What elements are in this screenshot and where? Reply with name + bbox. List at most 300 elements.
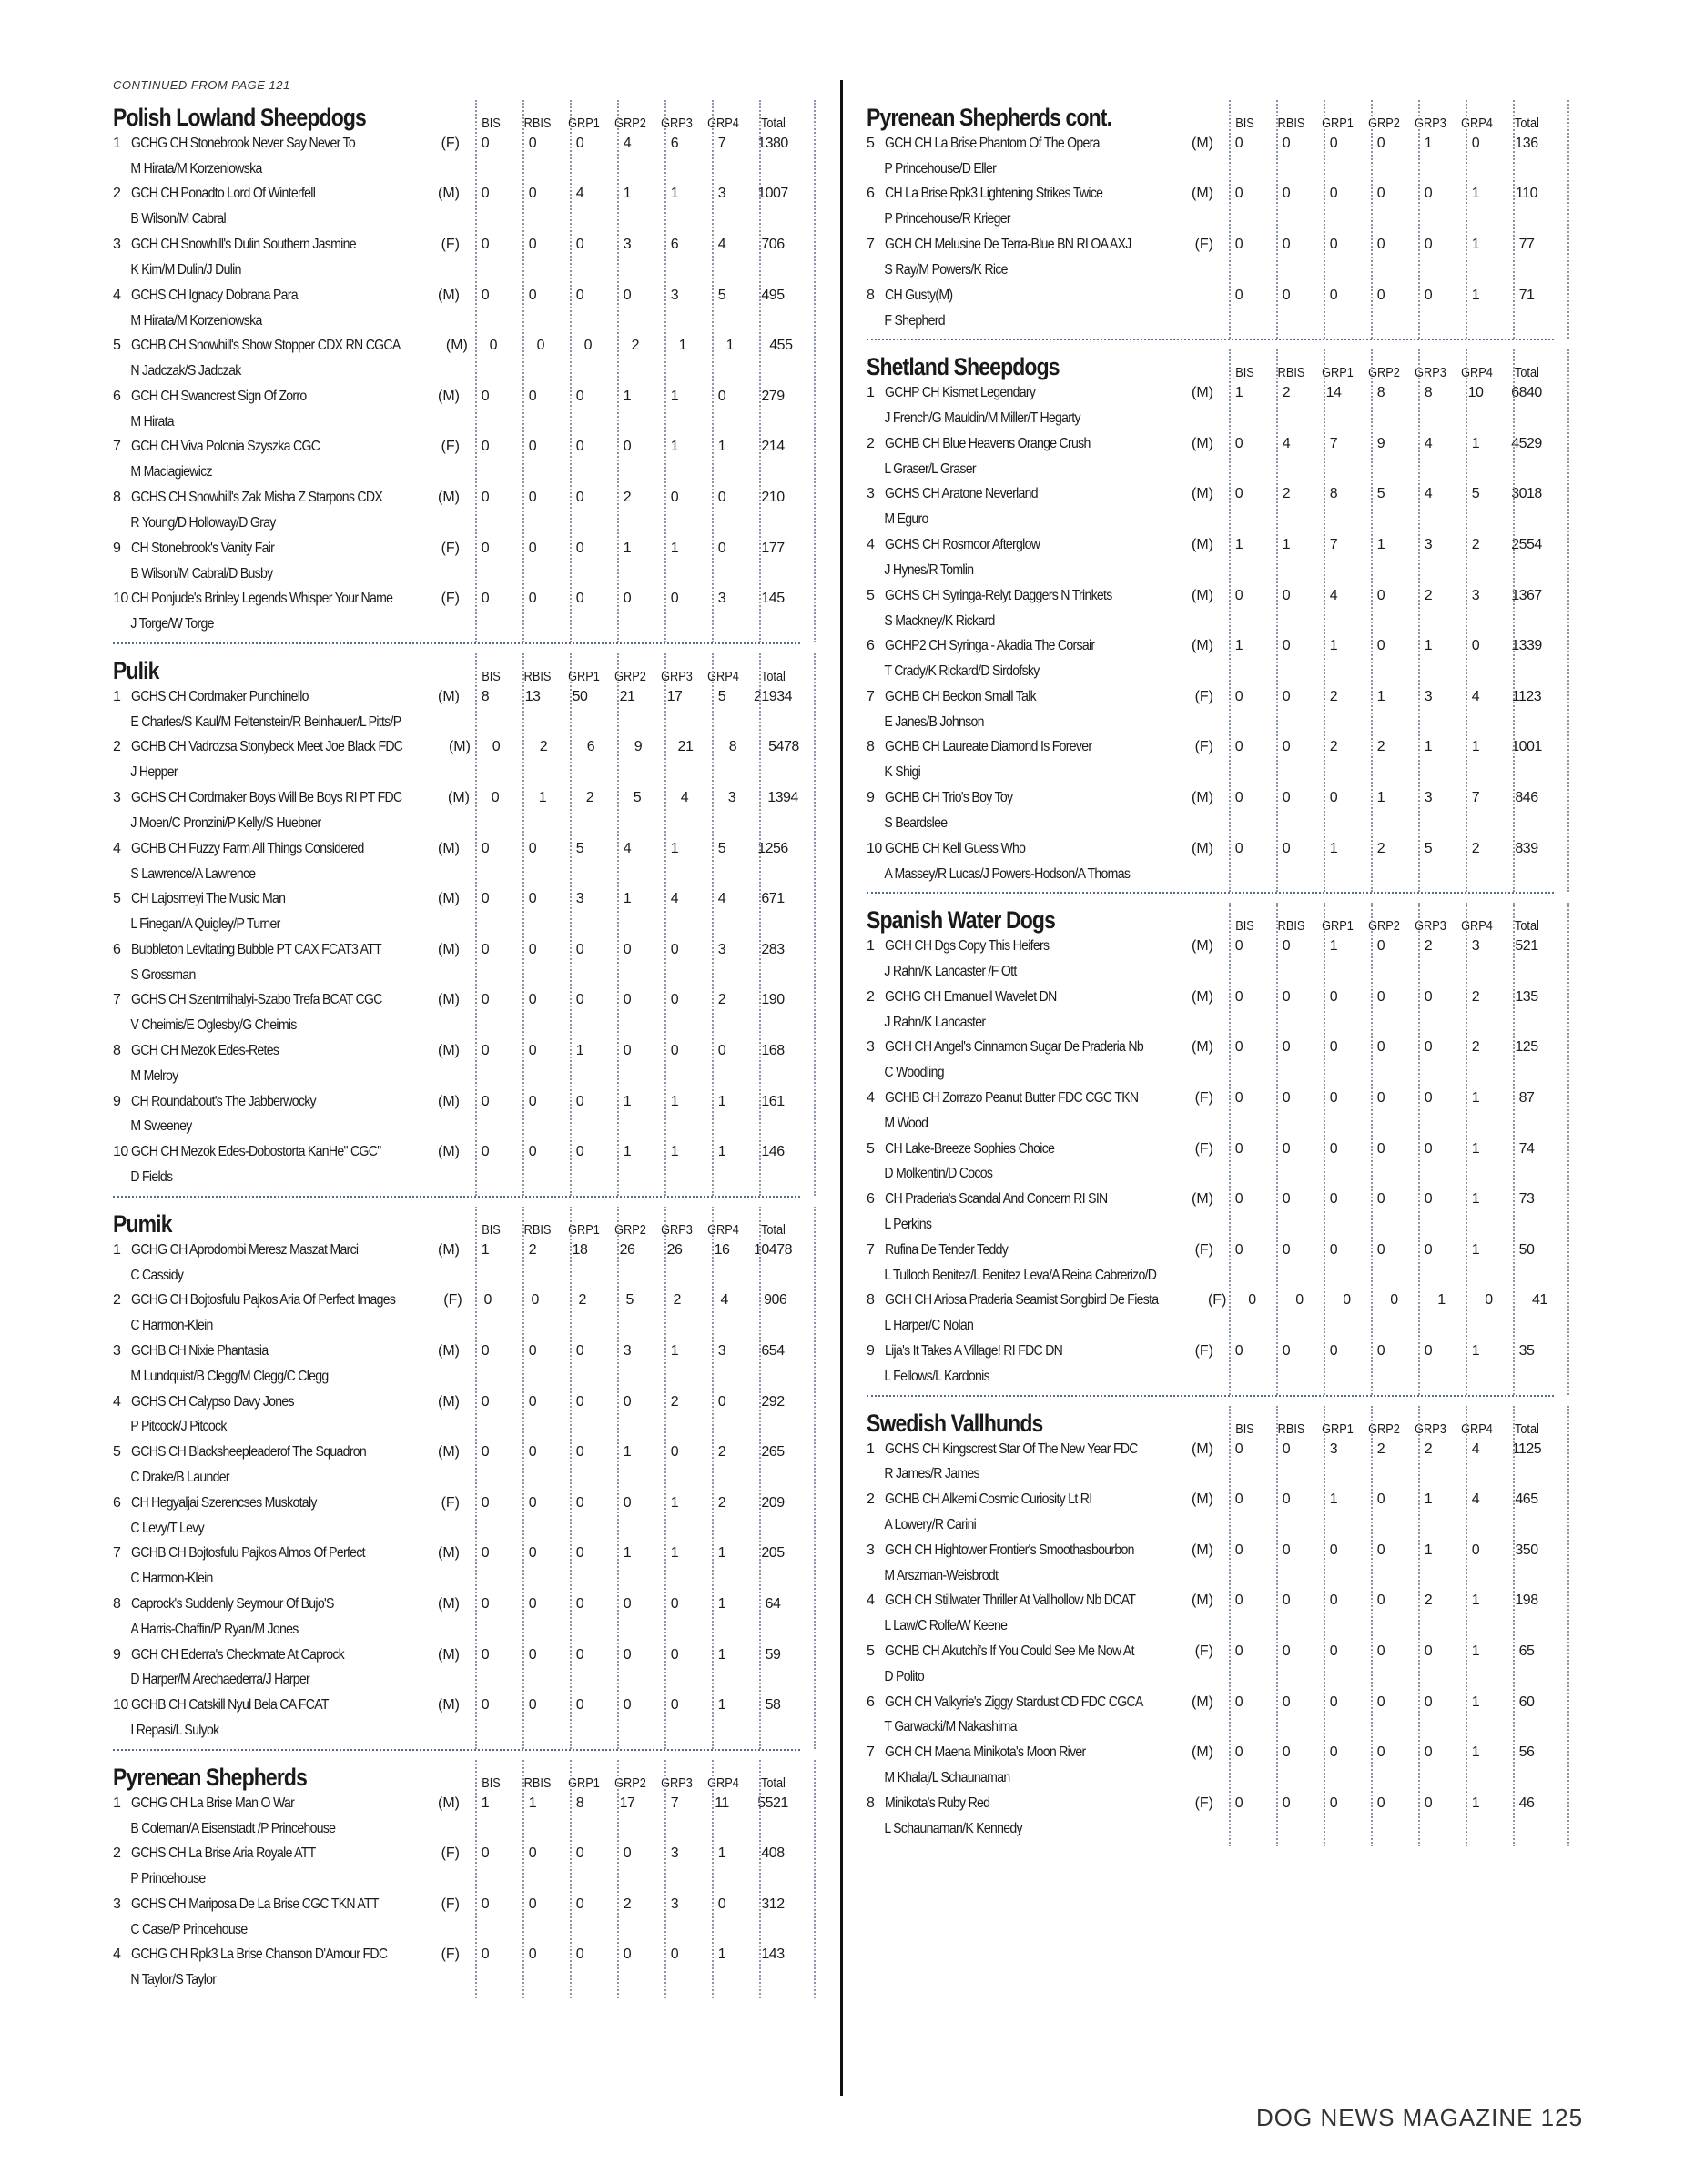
entry-info xyxy=(867,1086,1215,1137)
value-grp4: 7 xyxy=(717,135,726,151)
value-bis: 0 xyxy=(1234,988,1243,1005)
entry-name-line xyxy=(867,131,1215,157)
column-separator xyxy=(1371,1406,1373,1847)
value-total: 50 xyxy=(1518,1241,1535,1258)
column-header-total: Total xyxy=(761,668,786,684)
value-total: 10478 xyxy=(754,1241,792,1258)
value-grp1: 7 xyxy=(1329,537,1338,553)
column-header-grp1: GRP1 xyxy=(1322,365,1354,381)
value-rbis: 2 xyxy=(539,739,548,755)
rank-number: 4 xyxy=(867,1592,875,1609)
dog-sex: (F) xyxy=(441,1946,460,1963)
value-rbis: 0 xyxy=(1282,688,1291,704)
dog-name: GCHG CH Aprodombi Meresz Maszat Marci xyxy=(131,1241,359,1258)
value-total: 292 xyxy=(761,1393,785,1410)
value-grp4: 7 xyxy=(1471,790,1480,806)
entry-name-line xyxy=(113,182,462,207)
value-grp3: 1 xyxy=(678,338,687,354)
value-grp3: 1 xyxy=(1437,1292,1446,1309)
value-grp2: 0 xyxy=(1376,1491,1385,1508)
value-rbis: 0 xyxy=(528,1646,537,1663)
entry-name-line xyxy=(113,937,462,963)
column-header-bis: BIS xyxy=(1235,1421,1255,1437)
value-grp4: 1 xyxy=(717,1144,726,1160)
column-separator xyxy=(1418,903,1420,1394)
dog-name: GCHB CH Kell Guess Who xyxy=(885,840,1026,856)
entry-name-line xyxy=(113,1491,462,1516)
rank-number: 3 xyxy=(867,1039,875,1056)
dog-entry xyxy=(867,1487,1554,1538)
value-grp2: 0 xyxy=(623,1042,632,1058)
value-grp2: 0 xyxy=(623,941,632,957)
entry-info xyxy=(113,536,462,587)
owners-line: C Drake/B Launder xyxy=(130,1470,229,1486)
value-bis: 0 xyxy=(1234,287,1243,303)
dog-name: GCHB CH Bojtosfulu Pajkos Almos Of Perfect xyxy=(131,1545,365,1562)
value-total: 3018 xyxy=(1511,486,1542,502)
column-separator xyxy=(712,1207,714,1749)
owners-line: J Moen/C Pronzini/P Kelly/S Huebner xyxy=(130,814,321,831)
value-grp2: 0 xyxy=(623,1393,632,1410)
dog-sex: (M) xyxy=(1192,840,1213,856)
value-grp1: 0 xyxy=(1329,186,1338,202)
value-bis: 0 xyxy=(481,1595,490,1612)
value-grp2: 4 xyxy=(623,840,632,856)
value-bis: 0 xyxy=(1234,486,1243,502)
rank-number: 3 xyxy=(867,486,875,502)
dog-name: GCHB CH Catskill Nyul Bela CA FCAT xyxy=(131,1697,329,1714)
value-grp2: 0 xyxy=(1376,1542,1385,1558)
entry-info xyxy=(867,1588,1215,1639)
rank-number: 7 xyxy=(867,1744,875,1761)
entry-name-line xyxy=(867,532,1215,558)
entry-values xyxy=(1215,1791,1554,1816)
dog-entry xyxy=(867,1588,1554,1639)
entry-values xyxy=(1215,482,1554,508)
value-total: 312 xyxy=(761,1896,785,1912)
value-grp1: 0 xyxy=(1329,1191,1338,1208)
value-total: 1339 xyxy=(1511,638,1542,654)
value-grp4: 4 xyxy=(1471,688,1480,704)
entry-info xyxy=(867,785,1215,836)
entry-values xyxy=(462,1592,800,1617)
value-grp4: 10 xyxy=(1467,385,1484,401)
column-separator xyxy=(664,1760,666,1998)
dog-entry xyxy=(113,1841,800,1892)
dog-entry xyxy=(867,735,1554,786)
entry-values xyxy=(462,1943,800,1968)
value-bis: 0 xyxy=(1234,1491,1243,1508)
entry-values xyxy=(462,836,800,862)
value-total: 5478 xyxy=(768,739,799,755)
entry-info xyxy=(867,1791,1215,1842)
value-grp3: 17 xyxy=(666,688,683,704)
value-total: 706 xyxy=(761,237,785,253)
dog-name: GCHB CH Fuzzy Farm All Things Considered xyxy=(131,840,364,856)
entry-name-line xyxy=(867,232,1215,258)
value-grp1: 0 xyxy=(575,1545,584,1562)
dog-name: GCHG CH Bojtosfulu Pajkos Aria Of Perfect Images xyxy=(131,1292,396,1309)
entry-values xyxy=(1215,1639,1554,1664)
entry-name-line xyxy=(113,1541,462,1566)
dog-entry xyxy=(867,785,1554,836)
value-grp3: 0 xyxy=(1424,1191,1433,1208)
section-title: Polish Lowland Sheepdogs xyxy=(113,104,366,131)
value-total: 73 xyxy=(1518,1191,1535,1208)
value-bis: 0 xyxy=(481,186,490,202)
section-header xyxy=(113,653,800,684)
value-grp4: 2 xyxy=(717,992,726,1008)
rank-number: 4 xyxy=(113,840,121,856)
value-grp2: 5 xyxy=(1376,486,1385,502)
dog-entry xyxy=(113,131,800,182)
value-total: 145 xyxy=(761,591,785,607)
value-grp2: 0 xyxy=(1376,237,1385,253)
section-spanish-water-dogs xyxy=(867,903,1554,1396)
value-grp3: 1 xyxy=(670,1545,679,1562)
column-header-bis: BIS xyxy=(1235,365,1255,381)
value-grp1: 14 xyxy=(1325,385,1342,401)
entry-values xyxy=(1215,1487,1554,1512)
value-grp1: 0 xyxy=(1329,1592,1338,1609)
column-header-grp2: GRP2 xyxy=(614,668,647,684)
entry-values xyxy=(462,1841,800,1866)
owners-line: C Harmon-Klein xyxy=(130,1318,213,1334)
value-rbis: 0 xyxy=(1282,988,1291,1005)
value-rbis: 0 xyxy=(1282,1039,1291,1056)
rank-number: 3 xyxy=(113,237,121,253)
entry-name-line xyxy=(113,735,472,761)
dog-entry xyxy=(867,1238,1554,1289)
value-total: 1123 xyxy=(1511,688,1542,704)
dog-entry xyxy=(867,1639,1554,1690)
column-header-rbis: RBIS xyxy=(1277,1421,1305,1437)
value-grp4: 1 xyxy=(725,338,735,354)
entry-name-line xyxy=(867,1187,1215,1212)
value-bis: 0 xyxy=(481,237,490,253)
value-grp2: 0 xyxy=(623,1946,632,1963)
value-grp2: 21 xyxy=(619,688,635,704)
owners-line: J Rahn/K Lancaster xyxy=(884,1014,986,1030)
value-rbis: 0 xyxy=(528,1444,537,1461)
dog-sex: (F) xyxy=(441,1896,460,1912)
value-total: 125 xyxy=(1515,1039,1538,1056)
value-grp4: 1 xyxy=(1471,1592,1480,1609)
value-total: 21934 xyxy=(754,688,792,704)
value-grp2: 0 xyxy=(1376,1744,1385,1761)
entry-info xyxy=(867,283,1215,334)
entry-name-line xyxy=(867,735,1215,761)
dog-entry xyxy=(113,684,800,735)
value-grp1: 5 xyxy=(575,840,584,856)
dog-sex: (F) xyxy=(441,1494,460,1511)
entry-name-line xyxy=(113,836,462,862)
owners-line: M Eguro xyxy=(884,511,928,528)
value-bis: 0 xyxy=(1234,1542,1243,1558)
entry-values xyxy=(1215,684,1554,710)
value-bis: 8 xyxy=(481,688,490,704)
value-grp1: 0 xyxy=(1329,790,1338,806)
value-grp3: 0 xyxy=(1424,1342,1433,1359)
entry-info xyxy=(113,1038,462,1089)
dog-entry xyxy=(113,785,800,836)
owners-line: C Woodling xyxy=(884,1065,944,1081)
dog-sex: (M) xyxy=(438,992,460,1008)
value-total: 205 xyxy=(761,1545,785,1562)
value-bis: 0 xyxy=(481,891,490,907)
entry-name-line xyxy=(867,1588,1215,1613)
value-grp3: 0 xyxy=(1424,1694,1433,1710)
section-polish-lowland-sheepdogs xyxy=(113,100,800,644)
dog-sex: (F) xyxy=(1194,1140,1213,1157)
rank-number: 10 xyxy=(113,1697,128,1714)
owners-line: T Crady/K Rickard/D Sirdofsky xyxy=(884,663,1040,680)
value-bis: 0 xyxy=(1234,1140,1243,1157)
dog-entry xyxy=(113,384,800,435)
dog-entry xyxy=(113,1491,800,1542)
dog-sex: (M) xyxy=(448,739,471,755)
column-separator xyxy=(617,653,619,1196)
entry-name-line xyxy=(113,1841,462,1866)
value-grp1: 0 xyxy=(1329,1643,1338,1659)
dog-sex: (M) xyxy=(438,941,460,957)
dog-entry xyxy=(867,1137,1554,1188)
value-grp4: 1 xyxy=(717,1545,726,1562)
value-rbis: 0 xyxy=(528,490,537,506)
value-grp2: 0 xyxy=(1390,1292,1398,1309)
owners-line: M Arszman-Weisbrodt xyxy=(884,1567,999,1583)
section-pumik xyxy=(113,1207,800,1751)
value-grp1: 0 xyxy=(1329,1140,1338,1157)
owners-line: L Finegan/A Quigley/P Turner xyxy=(130,916,280,933)
value-total: 521 xyxy=(1515,938,1538,955)
owners-line: F Shepherd xyxy=(884,312,945,329)
value-grp1: 0 xyxy=(575,941,584,957)
value-bis: 0 xyxy=(489,338,498,354)
entry-name-line xyxy=(867,283,1215,308)
value-grp4: 3 xyxy=(717,591,726,607)
value-total: 408 xyxy=(761,1845,785,1862)
value-rbis: 1 xyxy=(528,1795,537,1811)
section-title: Pyrenean Shepherds cont. xyxy=(867,104,1112,131)
value-grp2: 0 xyxy=(1376,135,1385,151)
value-grp2: 0 xyxy=(1376,938,1385,955)
value-rbis: 0 xyxy=(1282,1491,1291,1508)
dog-name: GCH CH Valkyrie's Ziggy Stardust CD FDC CGCA xyxy=(885,1694,1143,1710)
value-bis: 0 xyxy=(1234,739,1243,755)
owners-line: L Graser/L Graser xyxy=(884,460,976,477)
dog-entry xyxy=(113,435,800,486)
entry-values xyxy=(1215,633,1554,659)
column-separator xyxy=(1324,1406,1325,1847)
column-header-grp3: GRP3 xyxy=(661,1774,694,1791)
entry-name-line xyxy=(867,934,1215,959)
column-header-grp1: GRP1 xyxy=(568,668,601,684)
value-rbis: 0 xyxy=(528,1896,537,1912)
dog-sex: (M) xyxy=(1192,186,1213,202)
rank-number: 6 xyxy=(113,941,121,957)
column-header-bis: BIS xyxy=(1235,918,1255,935)
dog-entry xyxy=(113,1288,800,1339)
rank-number: 6 xyxy=(867,1694,875,1710)
entry-info xyxy=(113,131,462,182)
column-header-bis: BIS xyxy=(482,116,502,131)
dog-entry xyxy=(867,1339,1554,1390)
rank-number: 4 xyxy=(867,537,875,553)
value-grp3: 0 xyxy=(670,1946,679,1963)
column-separator xyxy=(1276,1406,1278,1847)
rank-number: 1 xyxy=(867,1441,875,1457)
value-grp1: 0 xyxy=(575,1697,584,1714)
value-bis: 0 xyxy=(481,1646,490,1663)
entry-info xyxy=(867,1487,1215,1538)
dog-sex: (M) xyxy=(1192,638,1213,654)
entry-info xyxy=(113,1943,462,1994)
dog-sex: (M) xyxy=(438,186,460,202)
value-total: 6840 xyxy=(1511,385,1542,401)
column-header-grp4: GRP4 xyxy=(1461,918,1494,935)
value-grp1: 6 xyxy=(586,739,595,755)
value-total: 1001 xyxy=(1511,739,1542,755)
dog-sex: (F) xyxy=(1194,739,1213,755)
column-separator xyxy=(1567,1406,1569,1847)
entry-values xyxy=(462,684,800,710)
value-rbis: 0 xyxy=(528,840,537,856)
entry-info xyxy=(867,482,1215,533)
dog-name: CH Praderia's Scandal And Concern RI SIN xyxy=(885,1191,1108,1208)
column-separator xyxy=(570,1207,572,1749)
owners-line: R James/R James xyxy=(884,1466,979,1482)
entry-values xyxy=(462,586,800,612)
dog-name: GCH CH Stillwater Thriller At Vallhollow Nb DCAT xyxy=(885,1592,1136,1609)
entry-name-line xyxy=(867,1339,1215,1364)
value-grp1: 0 xyxy=(575,540,584,556)
dog-name: Minikota's Ruby Red xyxy=(885,1795,990,1811)
value-bis: 0 xyxy=(481,1494,490,1511)
entry-values xyxy=(1215,1036,1554,1061)
entry-info xyxy=(113,1693,462,1744)
entry-name-line xyxy=(113,435,462,460)
value-rbis: 2 xyxy=(1282,385,1291,401)
value-bis: 0 xyxy=(481,941,490,957)
value-grp3: 6 xyxy=(670,237,679,253)
value-rbis: 0 xyxy=(531,1292,539,1309)
rank-number: 2 xyxy=(113,739,121,755)
entry-info xyxy=(867,1187,1215,1238)
section-title: Pumik xyxy=(113,1209,172,1238)
value-grp1: 18 xyxy=(572,1241,588,1258)
value-grp1: 3 xyxy=(575,891,584,907)
rank-number: 5 xyxy=(867,135,875,151)
owners-line: C Harmon-Klein xyxy=(130,1571,213,1587)
value-grp1: 0 xyxy=(575,490,584,506)
dog-entry xyxy=(867,1288,1554,1339)
value-grp2: 2 xyxy=(1376,840,1385,856)
value-total: 143 xyxy=(761,1946,785,1963)
value-bis: 0 xyxy=(481,1444,490,1461)
dog-entry xyxy=(113,536,800,587)
dog-entry xyxy=(867,431,1554,482)
value-bis: 0 xyxy=(1234,1643,1243,1659)
value-rbis: 0 xyxy=(528,992,537,1008)
entry-info xyxy=(113,1892,462,1943)
column-header-rbis: RBIS xyxy=(1277,365,1305,381)
dog-entry xyxy=(113,485,800,536)
value-rbis: 0 xyxy=(1282,1441,1291,1457)
column-header-bis: BIS xyxy=(1235,116,1255,131)
column-header-grp4: GRP4 xyxy=(707,1774,740,1791)
owners-line: T Garwacki/M Nakashima xyxy=(884,1719,1017,1735)
value-grp2: 0 xyxy=(1376,1089,1385,1106)
rank-number: 3 xyxy=(113,1896,121,1912)
column-separator xyxy=(570,100,572,642)
rank-number: 10 xyxy=(867,840,882,856)
dog-name: CH La Brise Rpk3 Lightening Strikes Twice xyxy=(885,186,1103,202)
column-separator xyxy=(1324,903,1325,1394)
dog-name: GCHB CH Vadrozsa Stonybeck Meet Joe Black FDC xyxy=(131,739,403,755)
column-header-rbis: RBIS xyxy=(523,116,552,131)
value-grp3: 6 xyxy=(670,135,679,151)
entry-values xyxy=(1215,532,1554,558)
value-bis: 0 xyxy=(481,1545,490,1562)
entry-values xyxy=(1215,785,1554,811)
entry-name-line xyxy=(113,485,462,511)
left-column xyxy=(113,100,800,2007)
entry-name-line xyxy=(113,1643,462,1668)
entry-info xyxy=(113,182,462,233)
value-grp2: 3 xyxy=(623,1342,632,1359)
owners-line: B Wilson/M Cabral xyxy=(130,211,226,228)
column-separator xyxy=(1513,1406,1515,1847)
dog-sex: (F) xyxy=(1194,1241,1213,1258)
entry-name-line xyxy=(113,283,462,308)
entry-values xyxy=(462,283,800,308)
entry-values xyxy=(462,988,800,1014)
column-header-grp3: GRP3 xyxy=(1415,116,1447,131)
value-grp1: 2 xyxy=(578,1292,586,1309)
value-total: 209 xyxy=(761,1494,785,1511)
value-bis: 0 xyxy=(481,1042,490,1058)
page-footer: DOG NEWS MAGAZINE 125 xyxy=(1256,2104,1584,2131)
owners-line: S Ray/M Powers/K Rice xyxy=(884,261,1008,278)
dog-name: GCHB CH Beckon Small Talk xyxy=(885,688,1037,704)
entry-values xyxy=(462,384,800,410)
value-rbis: 0 xyxy=(536,338,545,354)
dog-name: GCH CH Mezok Edes-Retes xyxy=(131,1042,279,1058)
column-separator xyxy=(522,1207,524,1749)
value-grp2: 1 xyxy=(623,1144,632,1160)
entry-info xyxy=(867,985,1215,1036)
value-grp3: 3 xyxy=(1424,790,1433,806)
value-total: 41 xyxy=(1532,1292,1547,1309)
value-grp3: 0 xyxy=(1424,1039,1433,1056)
value-grp4: 1 xyxy=(717,439,726,455)
column-separator xyxy=(1418,1406,1420,1847)
dog-entry xyxy=(113,1390,800,1441)
value-rbis: 0 xyxy=(528,135,537,151)
section-shetland-sheepdogs xyxy=(867,349,1554,894)
owners-line: M Lundquist/B Clegg/M Clegg/C Clegg xyxy=(130,1368,329,1384)
entry-info xyxy=(867,1238,1215,1289)
value-grp3: 1 xyxy=(1424,638,1433,654)
entry-name-line xyxy=(113,1038,462,1064)
value-grp3: 2 xyxy=(1424,938,1433,955)
value-bis: 0 xyxy=(1234,1089,1243,1106)
entry-name-line xyxy=(113,1288,464,1313)
owners-line: C Levy/T Levy xyxy=(130,1520,204,1536)
entry-info xyxy=(113,333,470,384)
entry-name-line xyxy=(113,684,462,710)
